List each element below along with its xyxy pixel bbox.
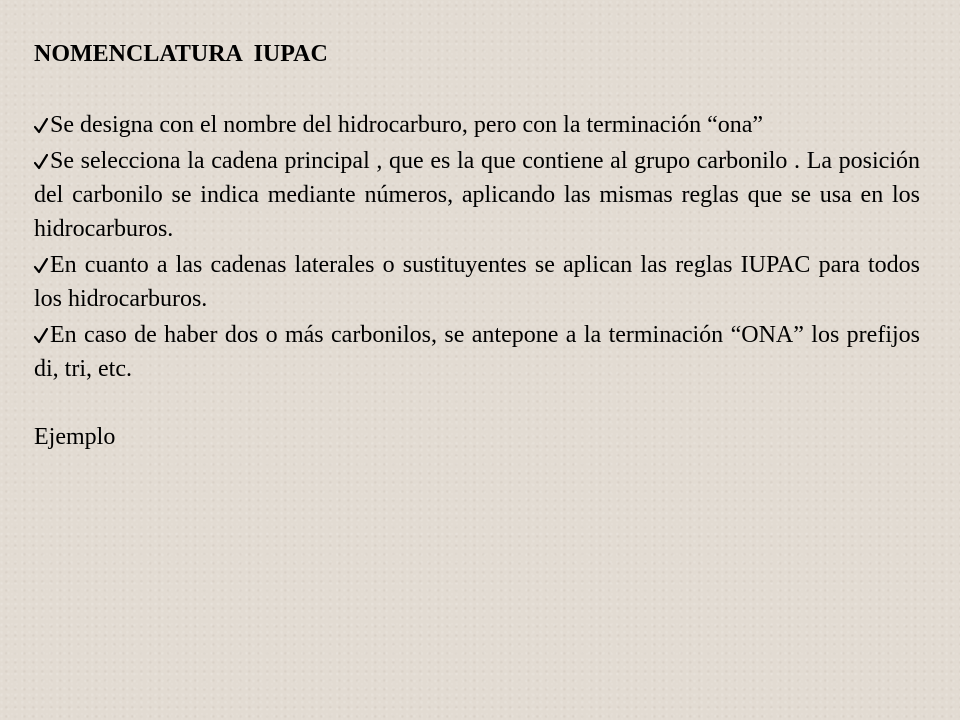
slide-content	[34, 36, 920, 454]
checkmark-icon	[34, 154, 48, 170]
checkmark-icon	[34, 328, 48, 344]
bullet-item	[34, 108, 920, 142]
bullet-text: En caso de haber dos o más carbonilos, se antepone a la terminación “ONA” los prefijos di, tri, etc.	[34, 322, 920, 382]
bullet-item	[34, 318, 920, 386]
slide-title: NOMENCLATURA IUPAC	[34, 41, 328, 67]
checkmark-icon	[34, 118, 48, 134]
bullet-item	[34, 248, 920, 316]
example-label: Ejemplo	[34, 424, 116, 450]
checkmark-icon	[34, 258, 48, 274]
bullet-text: Se designa con el nombre del hidrocarburo, pero con la terminación “ona”	[50, 112, 764, 138]
bullet-text: En cuanto a las cadenas laterales o sustituyentes se aplican las reglas IUPAC para todos los hidrocarburos.	[34, 252, 920, 312]
bullet-item	[34, 144, 920, 246]
bullet-list	[34, 108, 920, 386]
bullet-text: Se selecciona la cadena principal , que es la que contiene al grupo carbonilo . La posición del carbonilo se indica mediante números, aplicando las mismas reglas que se usa en los hidrocarburos.	[34, 148, 920, 242]
